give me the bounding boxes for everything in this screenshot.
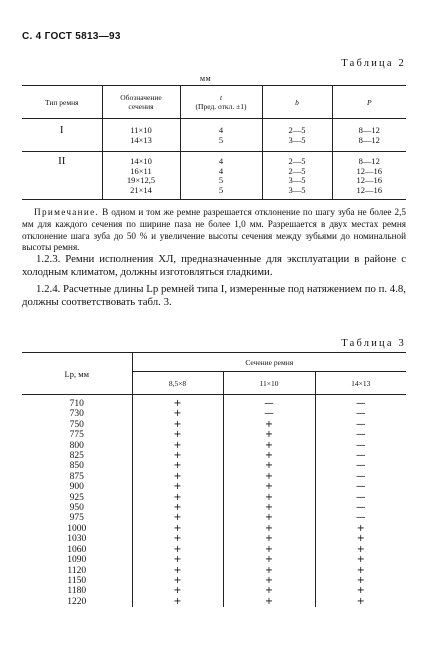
t3-sign-cell: + xyxy=(223,441,315,451)
t3-col-section: 14×13 xyxy=(315,372,406,395)
t2-section: 14×10 xyxy=(130,156,152,166)
t2-t-cell xyxy=(180,119,262,152)
t3-sign-cell: + xyxy=(315,524,406,534)
t3-sign-cell: + xyxy=(223,513,315,523)
t2-section: 19×12,5 xyxy=(126,175,156,185)
t2-p-value: 12—16 xyxy=(356,165,382,176)
t3-sign-cell: + xyxy=(132,472,223,482)
t3-sign-cell: — xyxy=(315,420,406,430)
t3-sign-cell: — xyxy=(315,493,406,503)
paragraph-1-2-4: 1.2.4. Расчетные длины Lр ремней типа I, измеренные под натяжением по п. 4.8, должны соответствовать табл. 3. xyxy=(22,283,406,308)
t3-sign-cell: — xyxy=(223,409,315,419)
t2-section: 14×13 xyxy=(130,134,152,145)
t3-sign-cell: + xyxy=(132,482,223,492)
t3-lp-cell: 1000 xyxy=(67,523,87,534)
t3-sign-cell: — xyxy=(315,451,406,461)
t3-sign-cell: — xyxy=(315,441,406,451)
note-lead: Примечание. xyxy=(34,207,100,217)
t3-lp-cell: 900 xyxy=(69,482,84,493)
t3-body xyxy=(22,395,406,608)
t3-sign-cell: — xyxy=(315,513,406,523)
t2-group-row xyxy=(22,152,406,200)
table-row xyxy=(22,576,406,586)
t3-sign-cell: + xyxy=(132,430,223,440)
t3-sign-cell: — xyxy=(223,395,315,410)
t3-sign-cell: + xyxy=(132,493,223,503)
t3-sign-cell: + xyxy=(223,482,315,492)
table-2-caption: Таблица 2 xyxy=(341,58,406,69)
t3-sign-cell: + xyxy=(132,461,223,471)
t3-sign-cell: + xyxy=(223,586,315,596)
t3-lp-cell: 750 xyxy=(69,419,84,430)
t3-sign-cell: — xyxy=(315,461,406,471)
t3-sign-cell: + xyxy=(223,461,315,471)
t3-sign-cell: + xyxy=(132,545,223,555)
t3-sign-cell: + xyxy=(132,420,223,430)
t3-sign-cell: + xyxy=(223,430,315,440)
t2-t-value: 5 xyxy=(218,175,224,185)
t2-col-t-symbol: t xyxy=(219,93,223,102)
t3-sign-cell: + xyxy=(132,395,223,410)
t3-sign-cell: + xyxy=(223,451,315,461)
t2-t-value: 4 xyxy=(218,156,224,166)
t3-lp-cell: 1180 xyxy=(67,586,87,597)
t3-sign-cell: — xyxy=(315,482,406,492)
t2-b-value: 2—5 xyxy=(288,125,306,135)
note-text: В одном и том же ремне разрешается отклонение по шагу зуба не более 2,5 мм для каждого сечения по ширине паза не более 1,0 мм. Разрешается в двух местах ремня отклонение шага зуба до 50 % и увеличение высоты сечения между зубьями до номинальной высоты ремня. xyxy=(22,207,406,253)
t2-b-cell xyxy=(262,119,332,152)
t2-col-type: Тип ремня xyxy=(22,86,102,119)
t2-sections-cell xyxy=(102,119,180,152)
t3-sign-cell: + xyxy=(223,534,315,544)
t3-sign-cell: + xyxy=(315,555,406,565)
t3-sign-cell: — xyxy=(315,395,406,410)
table-row xyxy=(22,586,406,596)
t3-sign-cell: + xyxy=(315,597,406,607)
table-row xyxy=(22,461,406,471)
table-2 xyxy=(22,85,406,200)
t2-section: 11×10 xyxy=(130,125,152,135)
table-row xyxy=(22,555,406,565)
table-row xyxy=(22,451,406,461)
table-row xyxy=(22,513,406,523)
t3-sign-cell: + xyxy=(132,524,223,534)
t3-lp-cell: 1220 xyxy=(67,596,87,607)
t3-lp-cell: 925 xyxy=(69,492,84,503)
table-2-note xyxy=(22,207,406,254)
t2-col-b-symbol: b xyxy=(295,97,299,107)
t3-sign-cell: + xyxy=(223,420,315,430)
t3-sign-cell: + xyxy=(223,576,315,586)
table-row xyxy=(22,545,406,555)
t2-p-value: 8—12 xyxy=(358,125,380,135)
t2-col-section: Обозначение сечения xyxy=(102,86,180,119)
t2-p-value: 12—16 xyxy=(356,184,382,195)
t2-b-value: 3—5 xyxy=(288,184,306,195)
table-row xyxy=(22,472,406,482)
table-row xyxy=(22,566,406,576)
table-row xyxy=(22,395,406,410)
t2-type-cell: I xyxy=(59,124,64,136)
t3-sign-cell: + xyxy=(223,597,315,607)
t3-lp-cell: 1150 xyxy=(67,575,87,586)
t3-sign-cell: + xyxy=(132,441,223,451)
t3-sign-cell: — xyxy=(315,409,406,419)
t2-col-t xyxy=(180,86,262,119)
t3-sign-cell: + xyxy=(223,566,315,576)
t2-col-t-tolerance: (Пред. откл. ±1) xyxy=(195,102,247,111)
table-row xyxy=(22,441,406,451)
t3-sign-cell: + xyxy=(315,534,406,544)
t2-col-b xyxy=(262,86,332,119)
table-row xyxy=(22,409,406,419)
page-header: С. 4 ГОСТ 5813—93 xyxy=(22,31,121,42)
t3-sign-cell: + xyxy=(132,534,223,544)
t2-b-value: 3—5 xyxy=(288,134,306,145)
table-3-caption: Таблица 3 xyxy=(341,338,406,349)
t2-b-value: 2—5 xyxy=(288,165,306,176)
t3-sign-cell: + xyxy=(132,503,223,513)
t3-col-section: 8,5×8 xyxy=(132,372,223,395)
t3-sign-cell: + xyxy=(223,545,315,555)
t2-col-p xyxy=(332,86,406,119)
t3-sign-cell: + xyxy=(315,545,406,555)
t2-b-value: 3—5 xyxy=(288,175,306,185)
t3-lp-cell: 950 xyxy=(69,503,84,514)
t3-sign-cell: + xyxy=(315,576,406,586)
t2-b-cell xyxy=(262,152,332,200)
t3-col-section: 11×10 xyxy=(223,372,315,395)
t3-sign-cell: + xyxy=(132,555,223,565)
t3-sign-cell: + xyxy=(132,513,223,523)
t3-sign-cell: — xyxy=(315,430,406,440)
t3-sign-cell: + xyxy=(132,566,223,576)
t3-sign-cell: + xyxy=(315,586,406,596)
t2-t-cell xyxy=(180,152,262,200)
t2-section: 21×14 xyxy=(130,184,152,195)
table-row xyxy=(22,420,406,430)
t2-sections-cell xyxy=(102,152,180,200)
t3-lp-cell: 1030 xyxy=(67,534,87,545)
paragraph-1-2-3: 1.2.3. Ремни исполнения ХЛ, предназначенные для эксплуатации в районе с холодным климатом, должны изготовляться гладкими. xyxy=(22,253,406,278)
t3-sign-cell: + xyxy=(223,493,315,503)
table-row xyxy=(22,597,406,607)
t3-col-lp: Lр, мм xyxy=(22,353,132,395)
t2-p-value: 8—12 xyxy=(358,156,380,166)
t3-group-header: Сечение ремня xyxy=(132,353,406,372)
t3-sign-cell: + xyxy=(132,576,223,586)
t2-t-value: 5 xyxy=(218,184,224,195)
t3-lp-cell: 875 xyxy=(69,471,84,482)
t2-b-value: 2—5 xyxy=(288,156,306,166)
table-row xyxy=(22,430,406,440)
t3-lp-cell: 850 xyxy=(69,461,84,472)
t2-p-value: 12—16 xyxy=(356,175,382,185)
t3-lp-cell: 825 xyxy=(69,451,84,462)
t3-lp-cell: 1090 xyxy=(67,555,87,566)
t2-p-value: 8—12 xyxy=(358,134,380,145)
t3-lp-cell: 1120 xyxy=(67,565,87,576)
t2-p-cell xyxy=(332,152,406,200)
t3-lp-cell: 975 xyxy=(69,513,84,524)
t3-lp-cell: 775 xyxy=(69,430,84,441)
t2-p-cell xyxy=(332,119,406,152)
table-row xyxy=(22,503,406,513)
t3-sign-cell: + xyxy=(223,555,315,565)
t3-sign-cell: + xyxy=(132,597,223,607)
t3-sign-cell: — xyxy=(315,503,406,513)
t3-lp-cell: 710 xyxy=(69,399,84,409)
t2-t-value: 5 xyxy=(218,134,224,145)
t2-col-p-symbol: P xyxy=(366,97,372,107)
t2-t-value: 4 xyxy=(218,125,224,135)
table-3 xyxy=(22,352,406,607)
t3-sign-cell: + xyxy=(132,451,223,461)
t3-sign-cell: + xyxy=(132,586,223,596)
t3-lp-cell: 730 xyxy=(69,409,84,420)
t3-lp-cell: 800 xyxy=(69,440,84,451)
table-row xyxy=(22,493,406,503)
t2-group-row xyxy=(22,119,406,152)
t3-sign-cell: + xyxy=(223,524,315,534)
table-row xyxy=(22,534,406,544)
t2-t-value: 4 xyxy=(218,165,224,176)
t2-section: 16×11 xyxy=(130,165,152,176)
t2-type-cell: II xyxy=(22,152,102,200)
t3-sign-cell: + xyxy=(315,566,406,576)
t3-sign-cell: — xyxy=(315,472,406,482)
table-2-units: мм xyxy=(200,74,212,83)
table-row xyxy=(22,482,406,492)
t3-sign-cell: + xyxy=(223,503,315,513)
t3-sign-cell: + xyxy=(132,409,223,419)
t3-sign-cell: + xyxy=(223,472,315,482)
t3-lp-cell: 1060 xyxy=(67,544,87,555)
table-row xyxy=(22,524,406,534)
